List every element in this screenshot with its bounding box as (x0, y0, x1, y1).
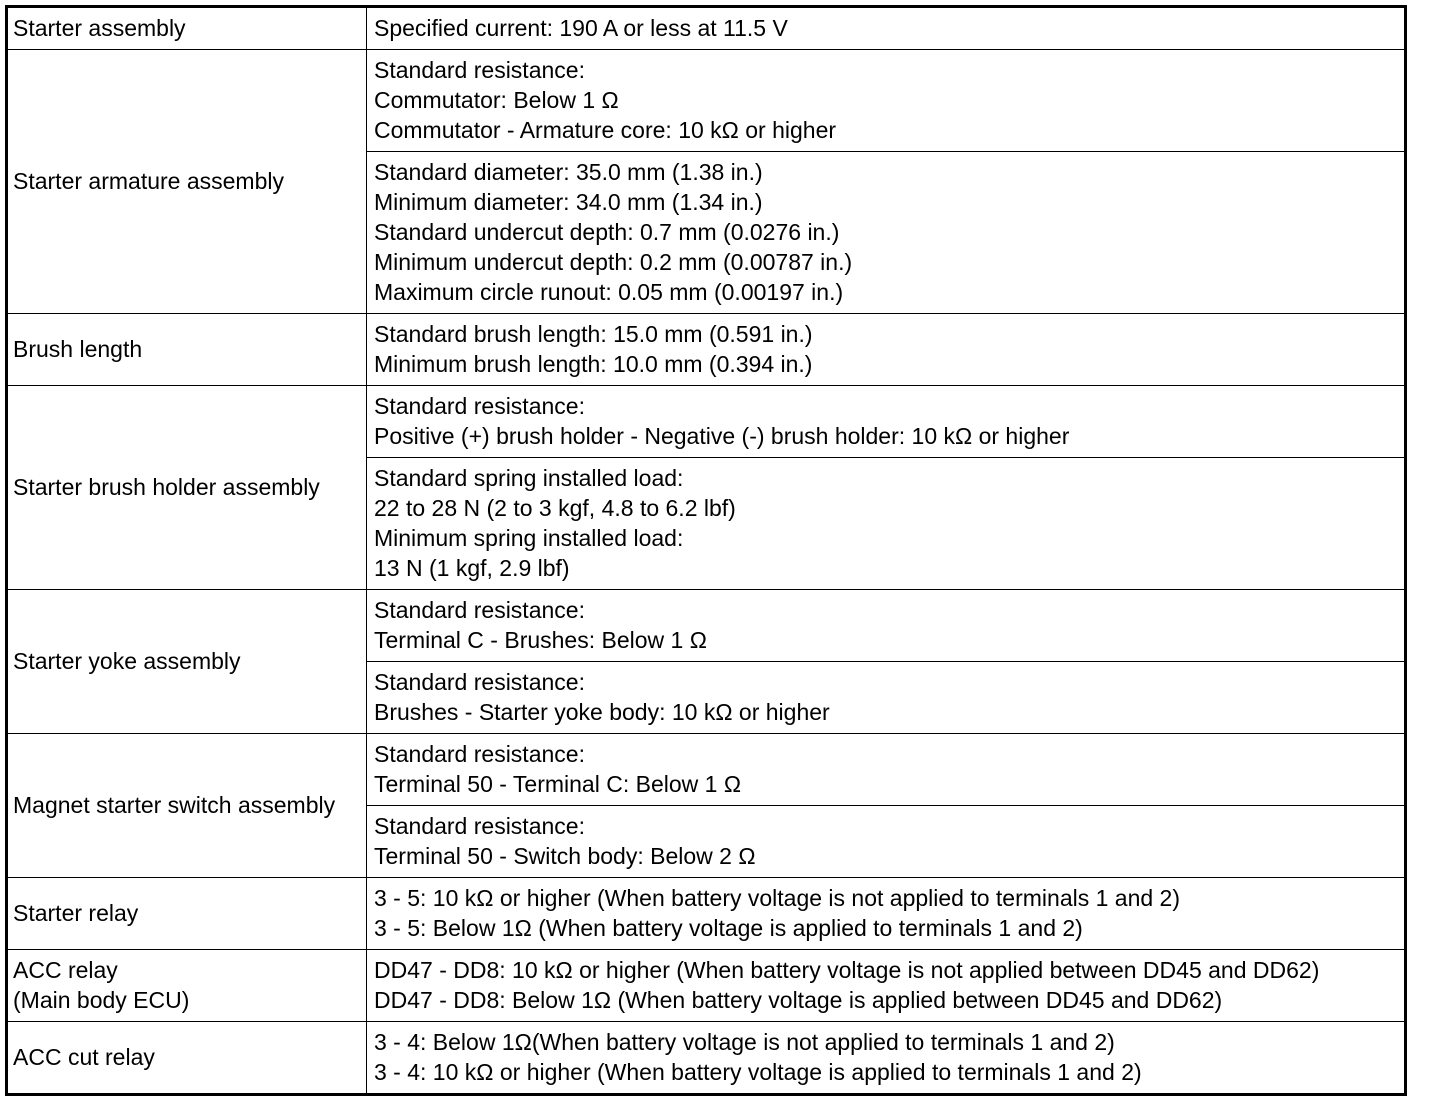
table-row (7, 386, 1406, 458)
spec-cell: 3 - 4: Below 1Ω(When battery voltage is not applied to terminals 1 and 2) 3 - 4: 10 kΩ or higher (When battery voltage is applied to terminals 1 and 2) (367, 1022, 1406, 1095)
table-row (7, 7, 1406, 50)
component-cell: Starter relay (7, 878, 367, 950)
spec-cell: 3 - 5: 10 kΩ or higher (When battery voltage is not applied to terminals 1 and 2) 3 - 5: Below 1Ω (When battery voltage is applied to terminals 1 and 2) (367, 878, 1406, 950)
spec-cell: Standard resistance: Commutator: Below 1 Ω Commutator - Armature core: 10 kΩ or higher (367, 50, 1406, 152)
spec-cell: DD47 - DD8: 10 kΩ or higher (When battery voltage is not applied between DD45 and DD62) DD47 - DD8: Below 1Ω (When battery voltage is applied between DD45 and DD62) (367, 950, 1406, 1022)
starter-specification-table (5, 5, 1407, 1096)
spec-cell: Standard resistance: Positive (+) brush holder - Negative (-) brush holder: 10 kΩ or higher (367, 386, 1406, 458)
spec-cell: Standard resistance: Terminal 50 - Switch body: Below 2 Ω (367, 806, 1406, 878)
table-row (7, 314, 1406, 386)
table-row (7, 50, 1406, 152)
table-row (7, 950, 1406, 1022)
component-cell: Starter armature assembly (7, 50, 367, 314)
component-cell: Brush length (7, 314, 367, 386)
spec-cell: Standard resistance: Terminal C - Brushes: Below 1 Ω (367, 590, 1406, 662)
spec-cell: Standard resistance: Brushes - Starter yoke body: 10 kΩ or higher (367, 662, 1406, 734)
spec-cell: Standard resistance: Terminal 50 - Terminal C: Below 1 Ω (367, 734, 1406, 806)
table-row (7, 734, 1406, 806)
table-row (7, 878, 1406, 950)
spec-cell: Standard spring installed load: 22 to 28 N (2 to 3 kgf, 4.8 to 6.2 lbf) Minimum spring installed load: 13 N (1 kgf, 2.9 lbf) (367, 458, 1406, 590)
component-cell: ACC cut relay (7, 1022, 367, 1095)
table-row (7, 590, 1406, 662)
spec-cell: Specified current: 190 A or less at 11.5 V (367, 7, 1406, 50)
component-cell: Starter assembly (7, 7, 367, 50)
spec-cell: Standard diameter: 35.0 mm (1.38 in.) Minimum diameter: 34.0 mm (1.34 in.) Standard undercut depth: 0.7 mm (0.0276 in.) Minimum undercut depth: 0.2 mm (0.00787 in.) Maximum circle runout: 0.05 mm (0.00197 in.) (367, 152, 1406, 314)
component-cell: Starter yoke assembly (7, 590, 367, 734)
spec-cell: Standard brush length: 15.0 mm (0.591 in.) Minimum brush length: 10.0 mm (0.394 in.) (367, 314, 1406, 386)
table-row (7, 1022, 1406, 1095)
component-cell: ACC relay (Main body ECU) (7, 950, 367, 1022)
component-cell: Starter brush holder assembly (7, 386, 367, 590)
component-cell: Magnet starter switch assembly (7, 734, 367, 878)
